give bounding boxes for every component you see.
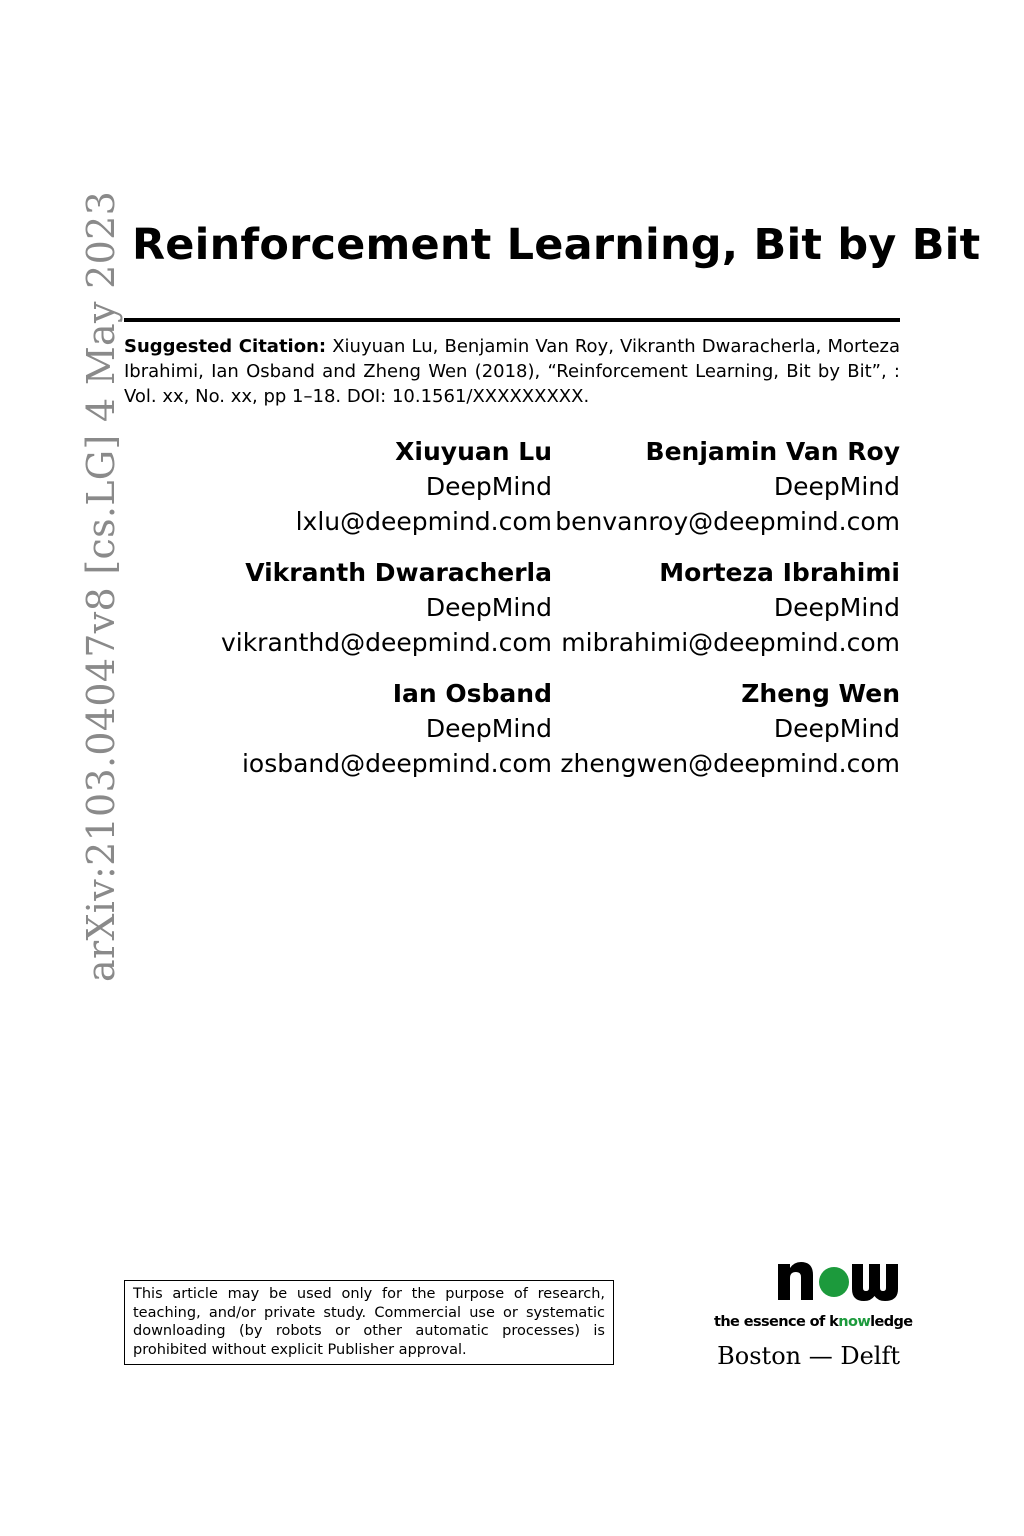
author-affiliation: DeepMind (773, 593, 900, 622)
author-email: benvanroy@deepmind.com (555, 507, 900, 536)
author-affiliation: DeepMind (425, 472, 552, 501)
tagline-highlight: now (838, 1314, 871, 1330)
tagline-text-start: the essence of k (714, 1314, 839, 1330)
publisher-tagline (714, 1314, 913, 1330)
author-affiliation: DeepMind (425, 593, 552, 622)
paper-title: Reinforcement Learning, Bit by Bit (132, 220, 981, 270)
author-affiliation: DeepMind (773, 714, 900, 743)
author-block (150, 434, 552, 539)
now-publisher-logo (776, 1258, 900, 1302)
arxiv-identifier-stamp: arXiv:2103.04047v8 [cs.LG] 4 May 2023 (79, 190, 123, 982)
citation-text: Xiuyuan Lu, Benjamin Van Roy, Vikranth Dwaracherla, Morteza Ibrahimi, Ian Osband and Zheng Wen (2018), “Reinforcement Learning, Bit by Bit”, : Vol. xx, No. xx, pp 1–18. DOI: 10.1561/XXXXXXXXX. (124, 336, 900, 407)
author-block (552, 676, 900, 781)
title-divider (124, 318, 900, 322)
author-block (150, 555, 552, 660)
license-notice: This article may be used only for the purpose of research, teaching, and/or private study. Commercial use or systematic downloading (by robots or other automatic processes) is prohibited without explicit Publisher approval. (124, 1280, 614, 1365)
author-block (150, 676, 552, 781)
logo-letter-w (852, 1264, 898, 1301)
citation-label: Suggested Citation: (124, 336, 327, 357)
author-email: zhengwen@deepmind.com (560, 749, 900, 778)
author-affiliation: DeepMind (773, 472, 900, 501)
publisher-locations: Boston — Delft (717, 1342, 900, 1370)
author-name: Ian Osband (392, 679, 552, 708)
author-block (552, 555, 900, 660)
author-list (150, 434, 900, 781)
author-email: mibrahimi@deepmind.com (561, 628, 900, 657)
author-affiliation: DeepMind (425, 714, 552, 743)
logo-letter-o (819, 1267, 849, 1297)
author-name: Morteza Ibrahimi (659, 558, 900, 587)
author-email: iosband@deepmind.com (241, 749, 552, 778)
author-name: Vikranth Dwaracherla (245, 558, 552, 587)
author-email: vikranthd@deepmind.com (220, 628, 552, 657)
author-block (552, 434, 900, 539)
author-name: Benjamin Van Roy (645, 437, 900, 466)
author-email: lxlu@deepmind.com (295, 507, 552, 536)
logo-letter-n (778, 1262, 813, 1300)
suggested-citation (124, 334, 900, 409)
author-name: Xiuyuan Lu (395, 437, 552, 466)
tagline-text-end: ledge (870, 1314, 913, 1330)
author-name: Zheng Wen (741, 679, 900, 708)
